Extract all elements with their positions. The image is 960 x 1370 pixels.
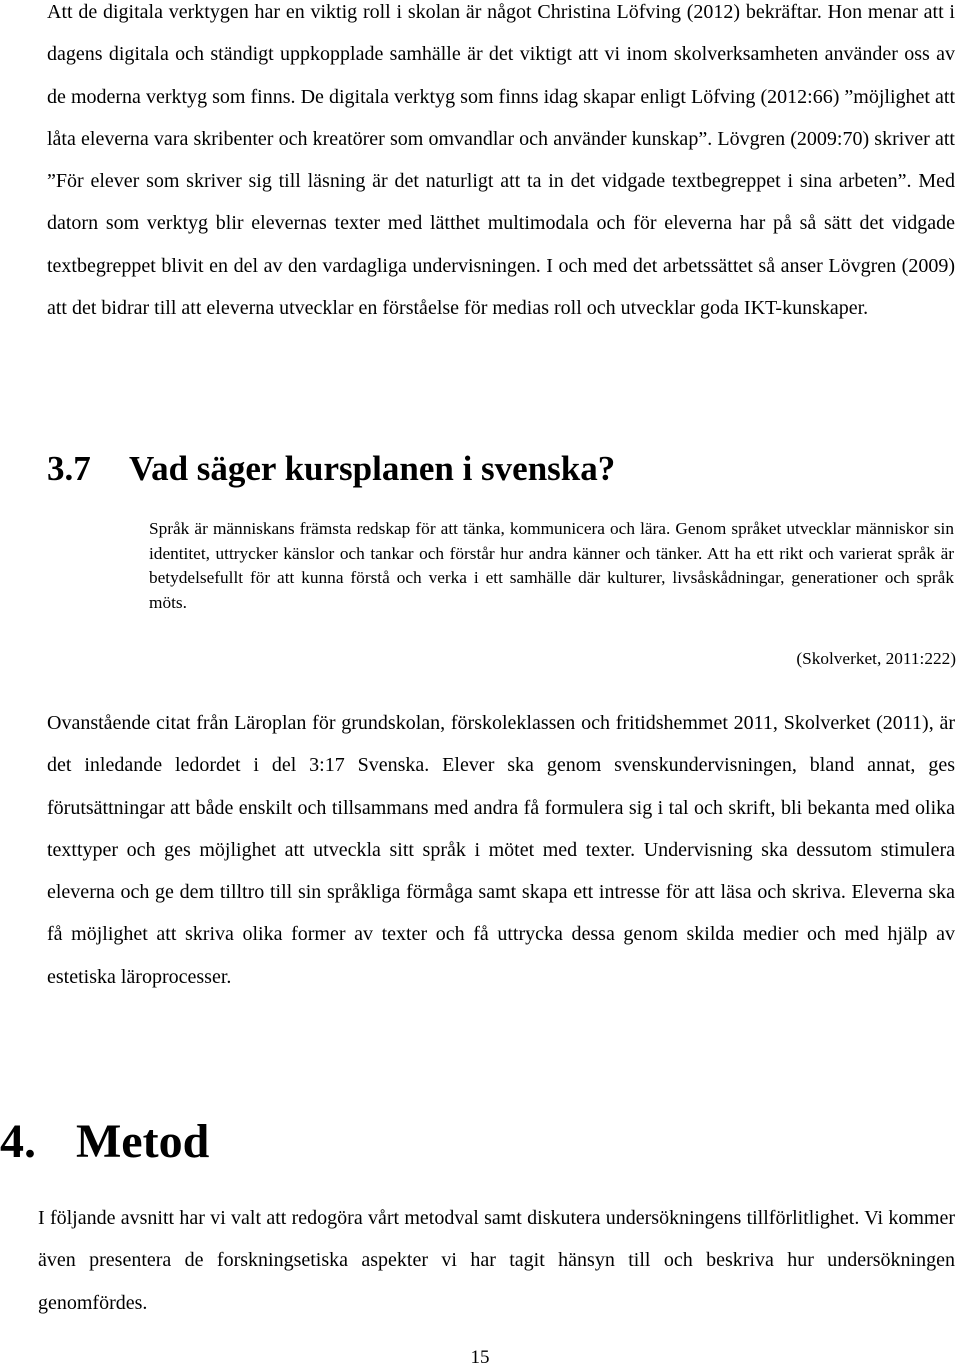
chapter-title: Metod (76, 1115, 210, 1168)
block-quote: Språk är människans främsta redskap för att tänka, kommunicera och lära. Genom språket utvecklar människor sin identitet, uttrycker känslor och tankar och förstår hur andra känner och tänker. Att ha ett rikt och varierat språk är betydelsefullt för att kunna förstå och verka i ett samhälle där kulturer, livsåskådningar, generationer och språk möts. (149, 519, 954, 612)
chapter-number: 4. (0, 1115, 36, 1168)
body-paragraph-method-intro: I följande avsnitt har vi valt att redogöra vårt metodval samt diskutera undersökningens tillförlitlighet. Vi kommer även presentera de forskningsetiska aspekter vi har tagit hänsyn till och beskriva hur undersökningen genomfördes. (38, 1207, 955, 1314)
quote-source: (Skolverket, 2011:222) (796, 649, 956, 668)
page-number: 15 (470, 1347, 490, 1368)
section-number: 3.7 (47, 449, 91, 488)
section-heading-3-7 (47, 446, 615, 492)
body-paragraph-digital-tools: Att de digitala verktygen har en viktig roll i skolan är något Christina Löfving (2012) bekräftar. Hon menar att i dagens digitala och ständigt uppkopplade samhälle är det viktigt att vi inom skolverksamheten använder oss av de moderna verktyg som finns. De digitala verktyg som finns idag skapar enligt Löfving (2012:66) ”möjlighet att låta eleverna vara skribenter och kreatörer som omvandlar och använder kunskap”. Lövgren (2009:70) skriver att ”För elever som skriver sig till läsning är det naturligt att ta in det vidgade textbegreppet i sina arbeten”. Med datorn som verktyg blir elevernas texter med lätthet multimodala och för eleverna har på så sätt det vidgade textbegreppet blivit en del av den vardagliga undervisningen. I och med det arbetssättet så anser Lövgren (2009) att det bidrar till att eleverna utvecklar en förståelse för medias roll och utvecklar goda IKT-kunskaper. (47, 1, 955, 320)
section-heading-4 (0, 1111, 209, 1173)
section-title: Vad säger kursplanen i svenska? (129, 449, 616, 488)
body-paragraph-curriculum: Ovanstående citat från Läroplan för grundskolan, förskoleklassen och fritidshemmet 2011, Skolverket (2011), är det inledande ledordet i del 3:17 Svenska. Elever ska genom svenskundervisningen, bland annat, ges förutsättningar att både enskilt och tillsammans med andra få formulera sig i tal och skrift, bli bekanta med olika texttyper och ges möjlighet att utveckla sitt språk i mötet med texter. Undervisning ska dessutom stimulera eleverna och ge dem tilltro till sin språkliga förmåga samt skapa ett intresse för att läsa och skriva. Eleverna ska få möjlighet att skriva olika former av texter och få uttrycka dessa genom skilda medier och med hjälp av estetiska läroprocesser. (47, 712, 955, 988)
